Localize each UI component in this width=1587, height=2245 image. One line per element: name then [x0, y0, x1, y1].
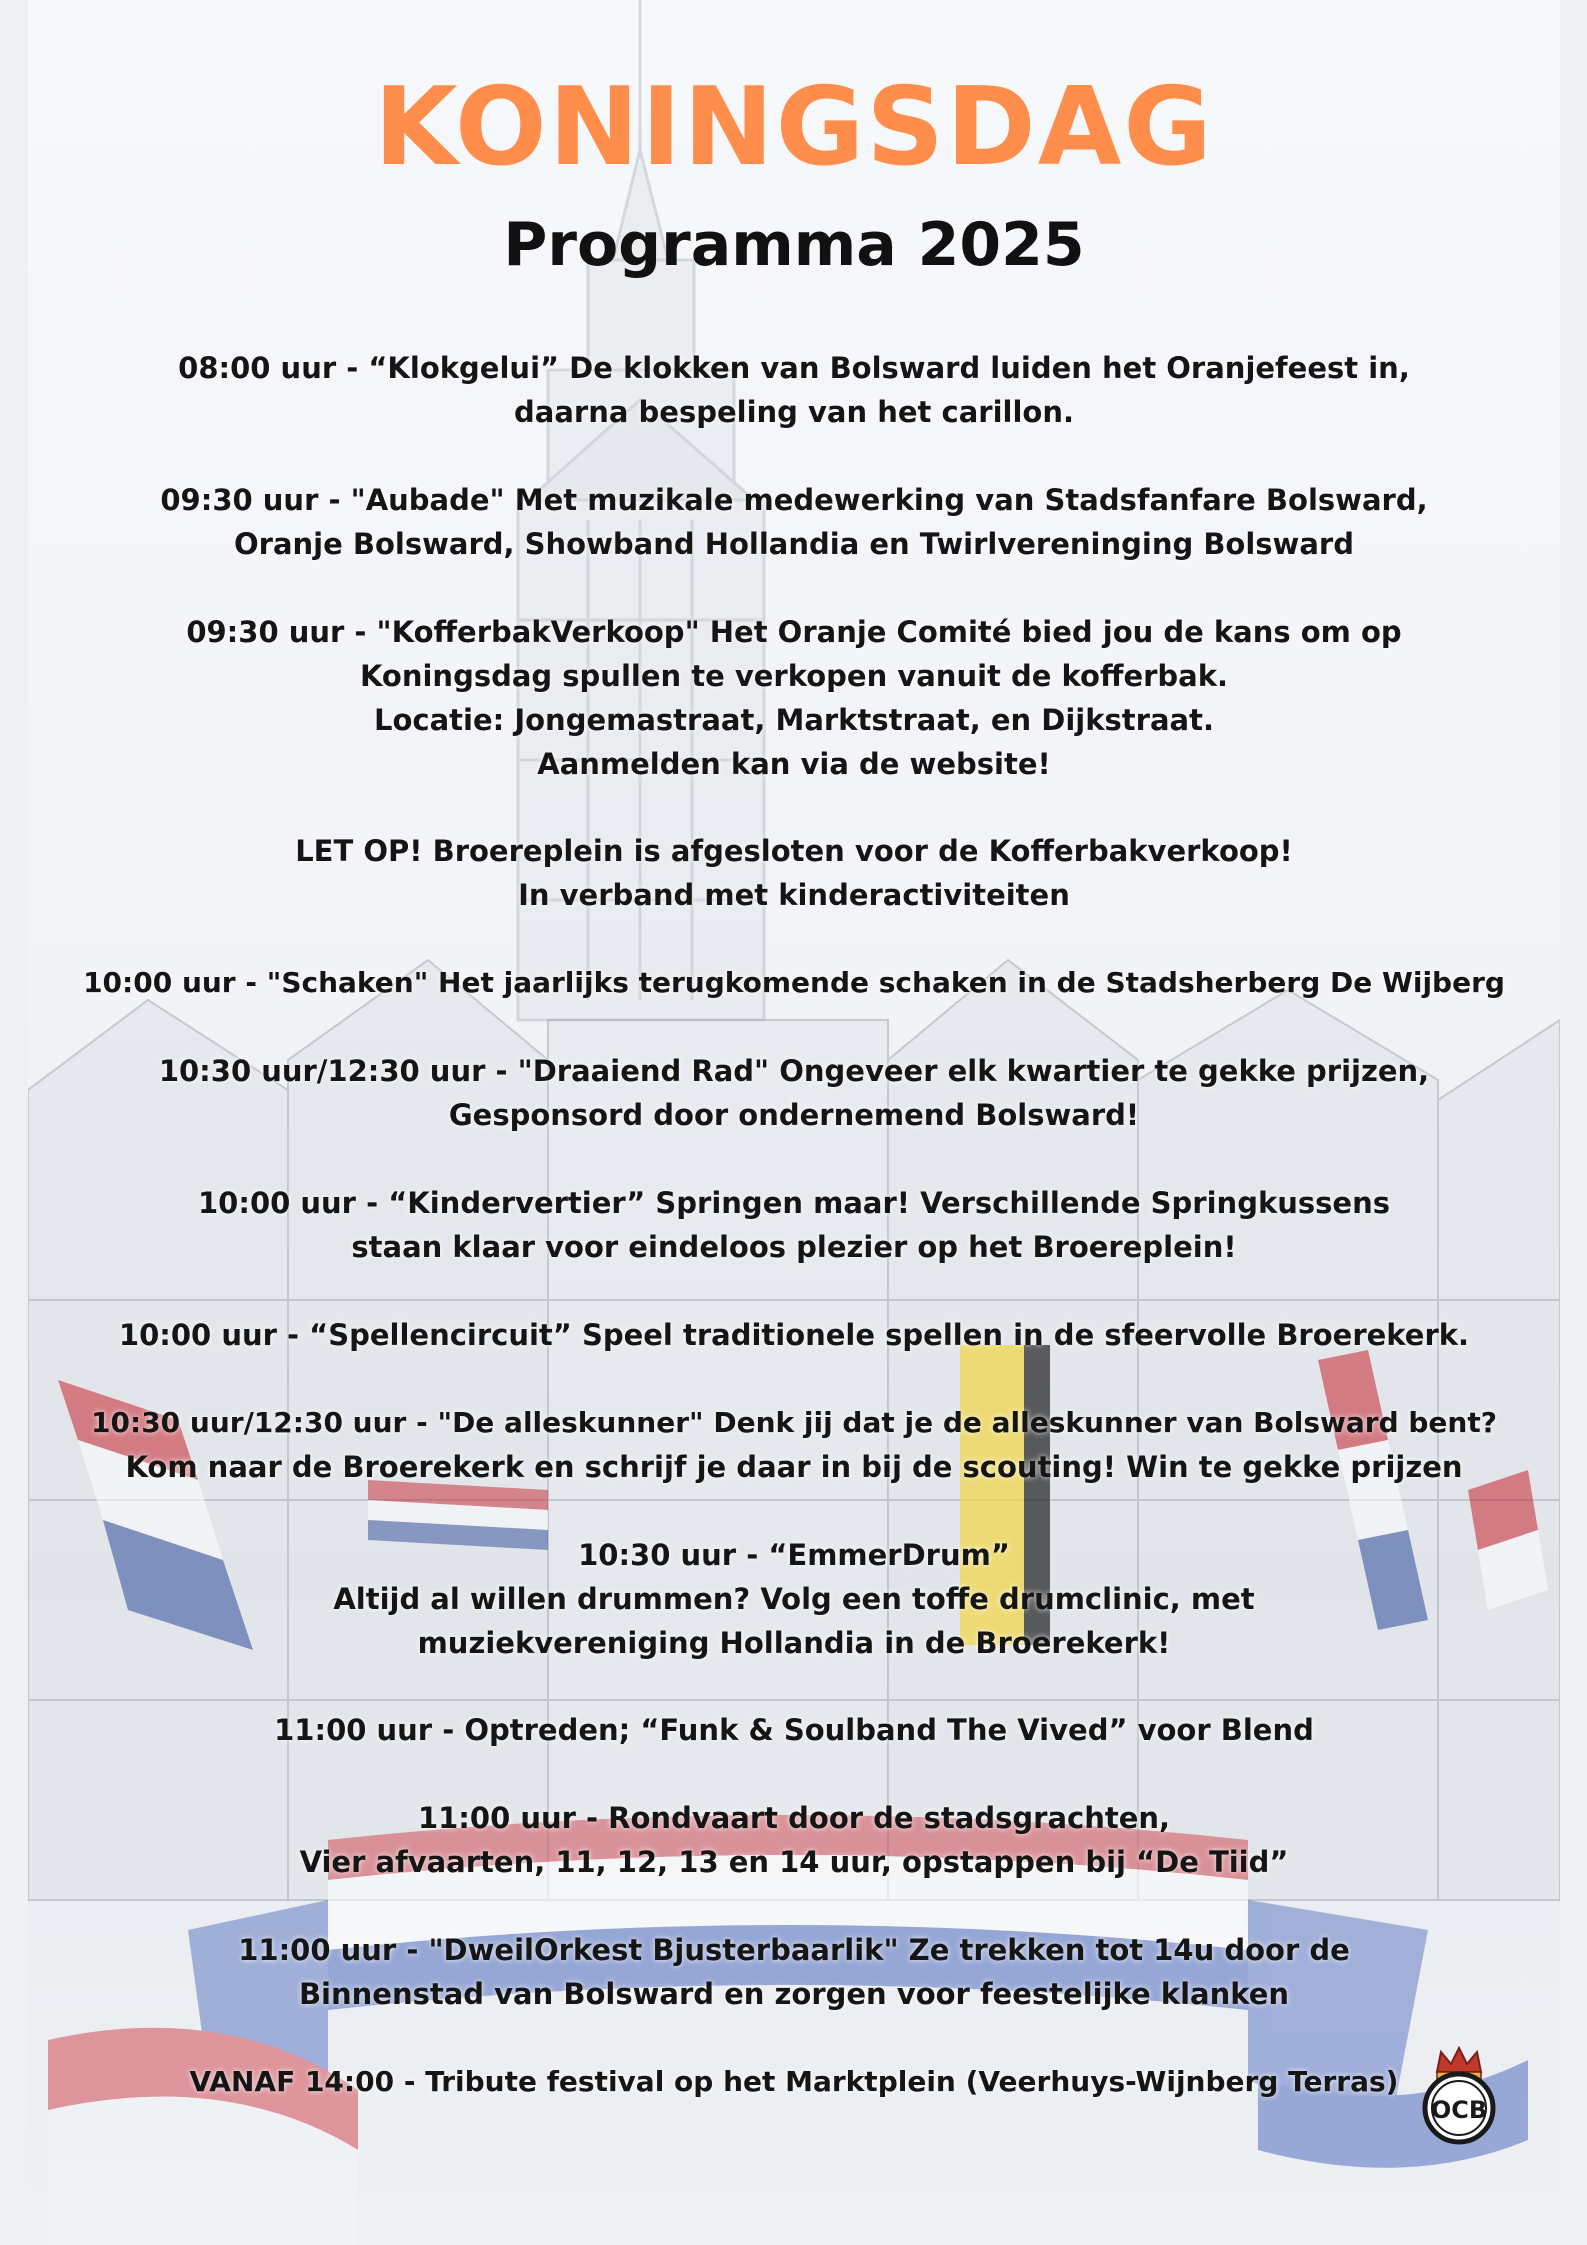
program-line: 10:30 uur/12:30 uur - "Draaiend Rad" Ongeveer elk kwartier te gekke prijzen,: [158, 1054, 1430, 1088]
program-list: [28, 0, 1560, 2245]
program-line: Binnenstad van Bolsward en zorgen voor feestelijke klanken: [298, 1977, 1290, 2011]
program-entry: [28, 2060, 1560, 2104]
ocb-logo: [1415, 2042, 1503, 2146]
program-entry: [28, 478, 1560, 566]
program-entry: [28, 961, 1560, 1005]
program-entry: [28, 1401, 1560, 1489]
program-line: staan klaar voor eindeloos plezier op het Broereplein!: [351, 1230, 1237, 1264]
program-entry: [28, 1708, 1560, 1752]
logo-text: OCB: [1430, 2096, 1488, 2124]
program-line: Altijd al willen drummen? Volg een toffe drumclinic, met: [333, 1582, 1255, 1616]
program-entry: [28, 829, 1560, 917]
program-line: 09:30 uur - "KofferbakVerkoop" Het Oranje Comité bied jou de kans om op: [186, 615, 1402, 649]
program-line: 10:00 uur - “Kindervertier” Springen maar! Verschillende Springkussens: [197, 1186, 1390, 1220]
poster-content: [28, 0, 1560, 2245]
poster-page: [28, 0, 1560, 2245]
program-entry: [28, 1928, 1560, 2016]
program-entry: [28, 1796, 1560, 1884]
program-line: LET OP! Broereplein is afgesloten voor de Kofferbakverkoop!: [295, 834, 1293, 868]
program-line: In verband met kinderactiviteiten: [518, 878, 1070, 912]
program-line: Gesponsord door ondernemend Bolsward!: [448, 1098, 1140, 1132]
program-line: 08:00 uur - “Klokgelui” De klokken van Bolsward luiden het Oranjefeest in,: [178, 351, 1410, 385]
program-line: muziekvereniging Hollandia in de Broerekerk!: [417, 1626, 1171, 1660]
program-line: Koningsdag spullen te verkopen vanuit de kofferbak.: [359, 659, 1229, 693]
program-line: 10:00 uur - “Spellencircuit” Speel traditionele spellen in de sfeervolle Broerekerk.: [118, 1318, 1470, 1352]
program-entry: [28, 1533, 1560, 1665]
page-title: KONINGSDAG: [374, 65, 1214, 190]
program-line: 09:30 uur - "Aubade" Met muzikale medewerking van Stadsfanfare Bolsward,: [160, 483, 1428, 517]
program-line: Vier afvaarten, 11, 12, 13 en 14 uur, opstappen bij “De Tiid”: [299, 1845, 1289, 1879]
program-line: daarna bespeling van het carillon.: [514, 395, 1074, 429]
program-line: 10:30 uur - “EmmerDrum”: [578, 1538, 1010, 1572]
program-line: 11:00 uur - "DweilOrkest Bjusterbaarlik" Ze trekken tot 14u door de: [238, 1933, 1350, 1967]
program-line: Oranje Bolsward, Showband Hollandia en Twirlvereninging Bolsward: [234, 527, 1354, 561]
program-line: 11:00 uur - Optreden; “Funk & Soulband The Vived” voor Blend: [274, 1713, 1314, 1747]
program-line: 11:00 uur - Rondvaart door de stadsgrachten,: [417, 1801, 1171, 1835]
program-entry: [28, 346, 1560, 434]
program-line: Aanmelden kan via de website!: [537, 747, 1051, 781]
program-line: 10:00 uur - "Schaken" Het jaarlijks terugkomende schaken in de Stadsherberg De Wijberg: [83, 966, 1505, 999]
page-subtitle: Programma 2025: [503, 210, 1085, 280]
program-line: 10:30 uur/12:30 uur - "De alleskunner" Denk jij dat je de alleskunner van Bolsward bent?: [91, 1406, 1497, 1439]
program-line: VANAF 14:00 - Tribute festival op het Marktplein (Veerhuys-Wijnberg Terras): [189, 2065, 1399, 2098]
program-entry: [28, 610, 1560, 786]
program-line: Kom naar de Broerekerk en schrijf je daar in bij de scouting! Win te gekke prijzen: [125, 1450, 1463, 1484]
program-entry: [28, 1181, 1560, 1269]
program-line: Locatie: Jongemastraat, Marktstraat, en Dijkstraat.: [374, 703, 1214, 737]
program-entry: [28, 1049, 1560, 1137]
program-entry: [28, 1313, 1560, 1357]
